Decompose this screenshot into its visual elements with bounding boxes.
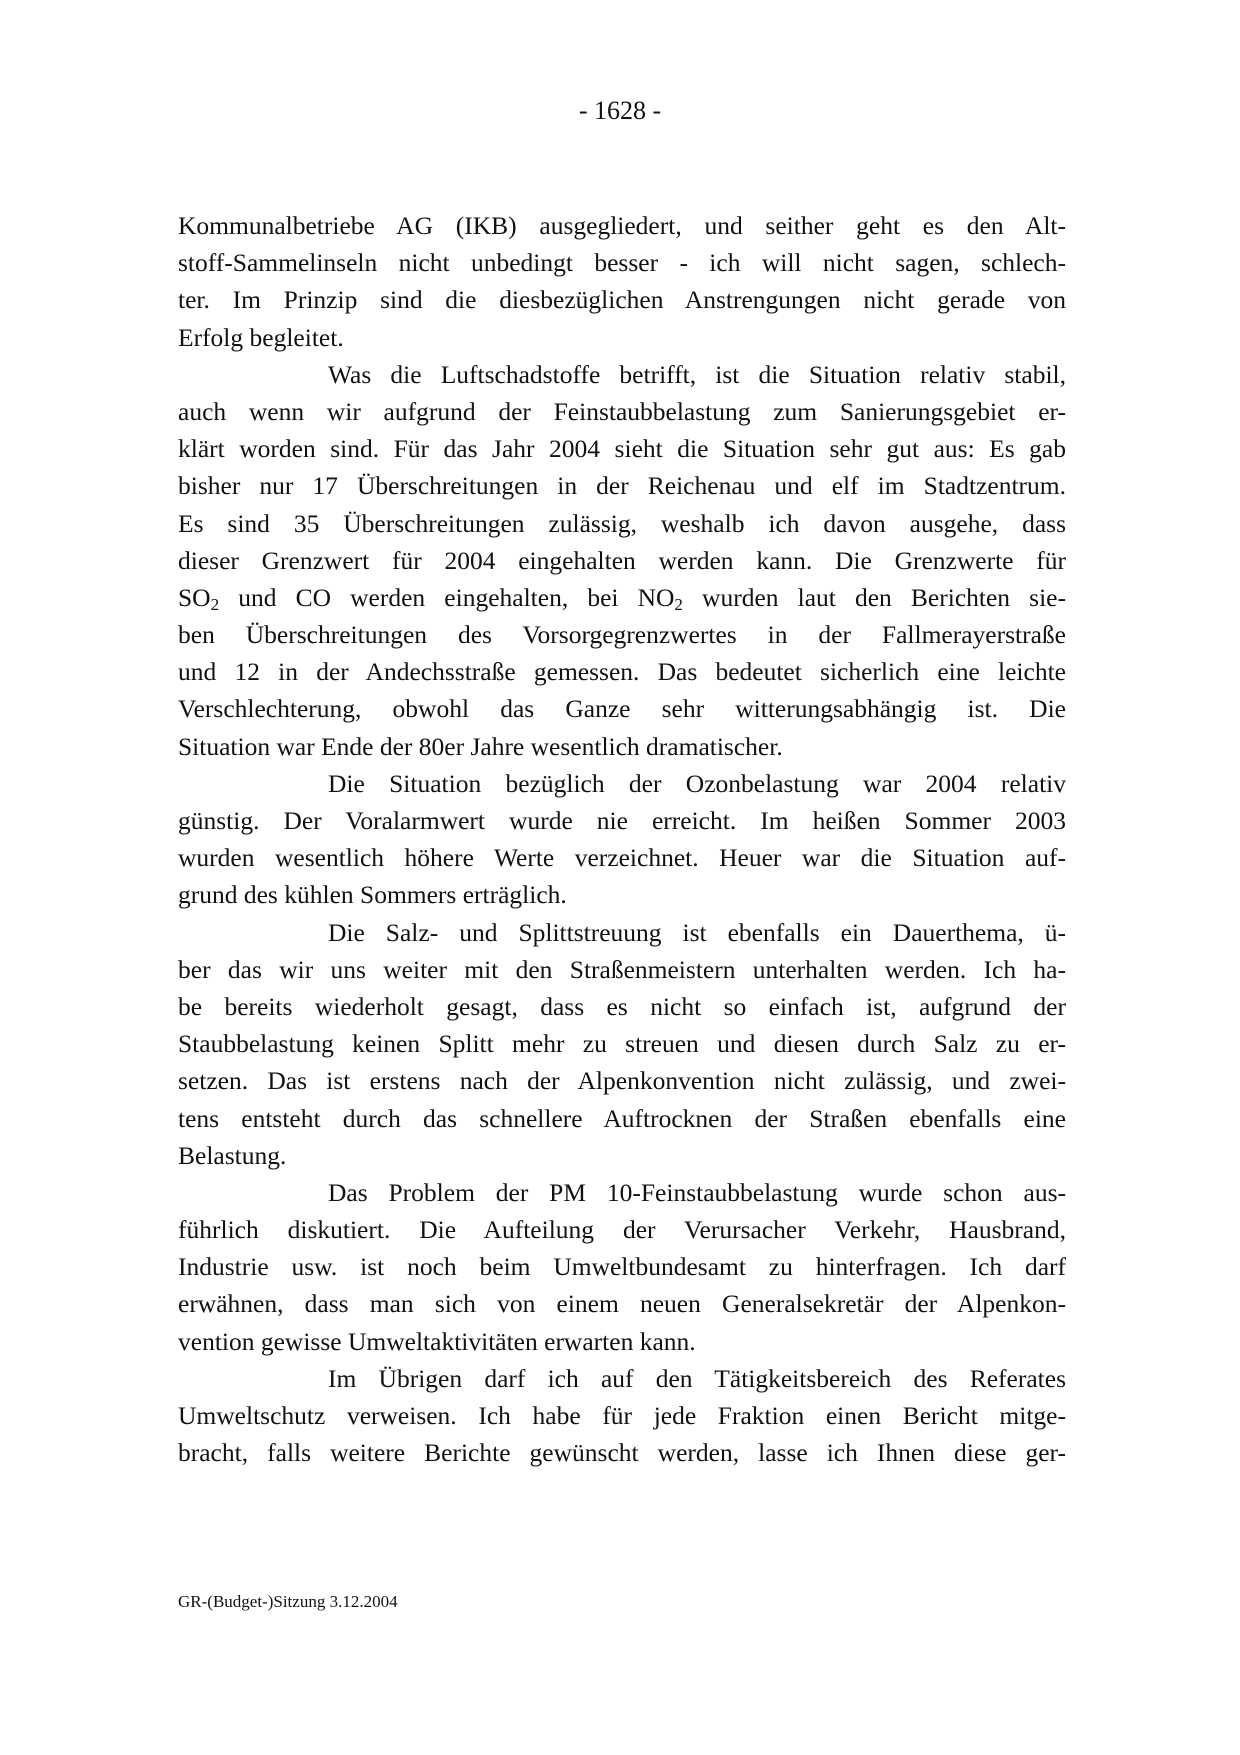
text-line: klärt worden sind. Für das Jahr 2004 sieht die Situation sehr gut aus: Es gab [178,434,1066,464]
text-line: ber das wir uns weiter mit den Straßenmeistern unterhalten werden. Ich ha- [178,954,1066,984]
text-line: be bereits wiederholt gesagt, dass es nicht so einfach ist, aufgrund der [178,991,1066,1021]
footer-session-label: GR-(Budget-)Sitzung 3.12.2004 [178,1592,398,1611]
paragraph-1 [178,207,1066,356]
text-line: Was die Luftschadstoffe betrifft, ist die Situation relativ stabil, [328,359,1066,389]
document-body [178,207,1066,1471]
text-line: günstig. Der Voralarmwert wurde nie erreicht. Im heißen Sommer 2003 [178,806,1066,835]
text-line: dieser Grenzwert für 2004 eingehalten werden kann. Die Grenzwerte für [178,545,1066,575]
no2-subscript: 2 [674,594,683,614]
text-line: stoff-Sammelinseln nicht unbedingt besser - ich will nicht sagen, schlech- [178,248,1066,278]
text-line: Das Problem der PM 10-Feinstaubbelastung wurde schon aus- [328,1177,1066,1207]
text-line: Umweltschutz verweisen. Ich habe für jede Fraktion einen Bericht mitge- [178,1401,1066,1430]
paragraph-3 [178,765,1066,914]
end-text: wurden laut den Berichten sie- [682,582,1066,612]
text-line: und 12 in der Andechsstraße gemessen. Das bedeutet sicherlich eine leichte [178,657,1066,687]
text-line: auch wenn wir aufgrund der Feinstaubbelastung zum Sanierungsgebiet er- [178,396,1066,426]
text-line: ben Überschreitungen des Vorsorgegrenzwertes in der Fallmerayerstraße [178,620,1066,650]
page-number: - 1628 - [578,96,662,125]
text-line: erwähnen, dass man sich von einem neuen Generalsekretär der Alpenkon- [178,1289,1066,1319]
text-line: Es sind 35 Überschreitungen zulässig, weshalb ich davon ausgehe, dass [178,508,1066,538]
text-line: ter. Im Prinzip sind die diesbezüglichen Anstrengungen nicht gerade von [178,285,1066,315]
paragraph-5 [178,1174,1066,1360]
paragraph-4 [178,914,1066,1174]
mid-text: und CO werden eingehalten, bei NO [219,582,675,612]
text-line: Die Salz- und Splittstreuung ist ebenfalls ein Dauerthema, ü- [328,917,1066,947]
text-line: Verschlechterung, obwohl das Ganze sehr witterungsabhängig ist. Die [178,694,1066,724]
text-line: Staubbelastung keinen Splitt mehr zu streuen und diesen durch Salz zu er- [178,1029,1066,1059]
text-line: tens entsteht durch das schnellere Auftrocknen der Straßen ebenfalls eine [178,1103,1066,1133]
text-line: bisher nur 17 Überschreitungen in der Reichenau und elf im Stadtzentrum. [178,471,1066,501]
text-line: wurden wesentlich höhere Werte verzeichnet. Heuer war die Situation auf- [178,843,1066,873]
text-line: Situation war Ende der 80er Jahre wesentlich dramatischer. [178,731,783,761]
text-line: Kommunalbetriebe AG (IKB) ausgegliedert, und seither geht es den Alt- [178,211,1066,240]
text-line: Erfolg begleitet. [178,322,344,352]
text-line: Industrie usw. ist noch beim Umweltbundesamt zu hinterfragen. Ich darf [178,1252,1066,1282]
text-line: setzen. Das ist erstens nach der Alpenkonvention nicht zulässig, und zwei- [178,1066,1066,1096]
text-line: vention gewisse Umweltaktivitäten erwarten kann. [178,1326,696,1356]
text-line: führlich diskutiert. Die Aufteilung der Verursacher Verkehr, Hausbrand, [178,1215,1066,1245]
so-text: SO [178,582,211,612]
text-line: Belastung. [178,1140,287,1170]
text-line: Im Übrigen darf ich auf den Tätigkeitsbereich des Referates [328,1363,1066,1393]
paragraph-2 [178,356,1066,765]
text-line-so2 [178,579,1066,616]
paragraph-6 [178,1360,1066,1472]
text-line: bracht, falls weitere Berichte gewünscht werden, lasse ich Ihnen diese ger- [178,1438,1066,1468]
so2-subscript: 2 [210,594,220,614]
text-line: Die Situation bezüglich der Ozonbelastung war 2004 relativ [328,768,1066,798]
text-line: grund des kühlen Sommers erträglich. [178,880,567,910]
